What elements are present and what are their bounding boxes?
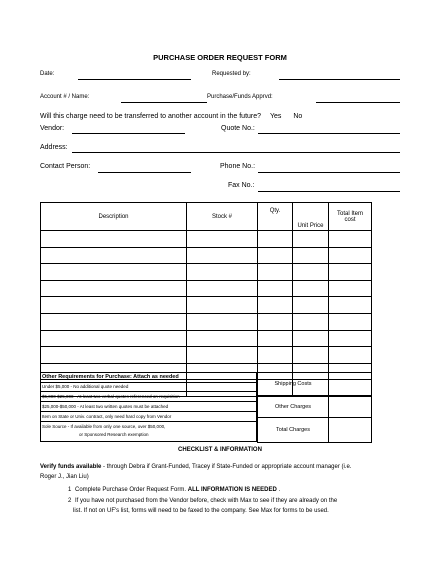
- address-label: Address:: [40, 144, 68, 151]
- requirement-line: Sole Source - If available from only one source, over $50,000,: [42, 424, 166, 429]
- table-header-row: [41, 203, 372, 231]
- other-charges-field[interactable]: [329, 396, 372, 418]
- phone-field[interactable]: [258, 172, 400, 173]
- checklist-title: CHECKLIST & INFORMATION: [178, 447, 262, 453]
- unit-price-cell[interactable]: [293, 297, 329, 314]
- other-charges-label: Other Charges: [258, 396, 329, 418]
- requirement-line: $5,000-$25,000 - At least two verbal quotes referenced on requisition: [42, 394, 180, 399]
- header-description: Description: [41, 203, 187, 231]
- transfer-question: [40, 113, 302, 120]
- form-title: PURCHASE ORDER REQUEST FORM: [153, 53, 287, 62]
- item-number: 2: [68, 498, 72, 504]
- fax-label: Fax No.:: [228, 182, 255, 189]
- unit-price-cell[interactable]: [293, 313, 329, 330]
- contact-person-label: Contact Person:: [40, 163, 91, 170]
- total-charges-field[interactable]: [329, 418, 372, 443]
- qty-cell[interactable]: [258, 297, 293, 314]
- verify-funds-detail-2: Roger J., Jian Liu): [40, 474, 89, 480]
- requirement-line: $25,000-$50,000 - At least two written quotes must be attached: [42, 404, 169, 409]
- charges-table: [257, 372, 372, 443]
- qty-cell[interactable]: [258, 313, 293, 330]
- unit-price-cell[interactable]: [293, 247, 329, 264]
- description-cell[interactable]: [41, 280, 187, 297]
- requested-by-label: Requested by:: [212, 71, 251, 77]
- table-row: [41, 313, 372, 330]
- header-qty: Qty.: [258, 203, 293, 231]
- table-row: [41, 247, 372, 264]
- verify-funds-detail: - through Debra if Grant-Funded, Tracey if State-Funded or appropriate account manager (i.e.: [101, 464, 352, 470]
- description-cell[interactable]: [41, 231, 187, 248]
- quote-field[interactable]: [258, 133, 400, 134]
- total-cost-cell[interactable]: [329, 264, 372, 281]
- vendor-field[interactable]: [72, 133, 185, 134]
- requirement-line: or Sponsored Research exemption: [79, 432, 149, 437]
- divider: [41, 421, 256, 422]
- header-unit-price: Unit Price: [293, 203, 329, 231]
- transfer-no-option[interactable]: No: [293, 113, 303, 120]
- table-row: [41, 330, 372, 347]
- qty-cell[interactable]: [258, 280, 293, 297]
- table-row: [41, 280, 372, 297]
- stock-cell[interactable]: [187, 297, 258, 314]
- qty-cell[interactable]: [258, 231, 293, 248]
- stock-cell[interactable]: [187, 330, 258, 347]
- vendor-label: Vendor:: [40, 125, 65, 132]
- total-cost-cell[interactable]: [329, 231, 372, 248]
- total-cost-cell[interactable]: [329, 313, 372, 330]
- item-end: .: [278, 487, 281, 493]
- requirements-title: Other Requirements for Purchase: Attach as needed: [42, 374, 179, 380]
- date-label: Date:: [40, 71, 55, 77]
- header-stock: Stock #: [187, 203, 258, 231]
- purchase-funds-field[interactable]: [316, 102, 400, 103]
- unit-price-cell[interactable]: [293, 231, 329, 248]
- divider: [41, 391, 256, 392]
- unit-price-cell[interactable]: [293, 264, 329, 281]
- description-cell[interactable]: [41, 247, 187, 264]
- qty-cell[interactable]: [258, 264, 293, 281]
- verify-funds-text: [40, 464, 352, 470]
- item-number: 1: [68, 487, 72, 493]
- divider: [41, 382, 256, 383]
- item-text: Complete Purchase Order Request Form.: [75, 487, 187, 493]
- item-text: If you have not purchased from the Vendor before, check with Max to see if they are already on the: [75, 498, 338, 504]
- checklist-item-1: [68, 487, 280, 493]
- table-row: [41, 231, 372, 248]
- description-cell[interactable]: [41, 347, 187, 364]
- requested-by-field[interactable]: [279, 79, 400, 80]
- total-cost-cell[interactable]: [329, 347, 372, 364]
- stock-cell[interactable]: [187, 264, 258, 281]
- checklist-item-2-cont: list. If not on UF's list, forms will need to be faxed to the company. See Max for forms to be used.: [73, 508, 329, 514]
- purchase-funds-label: Purchase/Funds Apprvd:: [207, 94, 273, 100]
- unit-price-cell[interactable]: [293, 330, 329, 347]
- description-cell[interactable]: [41, 313, 187, 330]
- stock-cell[interactable]: [187, 313, 258, 330]
- checklist-item-2: [68, 498, 337, 504]
- total-cost-cell[interactable]: [329, 247, 372, 264]
- qty-cell[interactable]: [258, 247, 293, 264]
- phone-label: Phone No.:: [220, 163, 256, 170]
- header-total-item-cost: Total Item cost: [329, 203, 372, 231]
- stock-cell[interactable]: [187, 231, 258, 248]
- table-row: [41, 264, 372, 281]
- item-bold-text: ALL INFORMATION IS NEEDED: [187, 487, 277, 493]
- divider: [41, 411, 256, 412]
- description-cell[interactable]: [41, 330, 187, 347]
- shipping-costs-field[interactable]: [329, 373, 372, 396]
- stock-cell[interactable]: [187, 347, 258, 364]
- requirement-line: Item on State or Univ. contract, only need hard copy from Vendor: [42, 414, 172, 419]
- table-row: [41, 347, 372, 364]
- shipping-costs-label: Shipping Costs: [258, 373, 329, 396]
- contact-person-field[interactable]: [98, 172, 191, 173]
- description-cell[interactable]: [41, 297, 187, 314]
- qty-cell[interactable]: [258, 330, 293, 347]
- total-cost-cell[interactable]: [329, 297, 372, 314]
- fax-field[interactable]: [258, 191, 400, 192]
- total-cost-cell[interactable]: [329, 330, 372, 347]
- total-charges-label: Total Charges: [258, 418, 329, 443]
- transfer-question-text: Will this charge need to be transferred to another account in the future?: [40, 113, 262, 120]
- account-field[interactable]: [121, 102, 207, 103]
- address-field[interactable]: [72, 152, 400, 153]
- stock-cell[interactable]: [187, 280, 258, 297]
- description-cell[interactable]: [41, 264, 187, 281]
- unit-price-cell[interactable]: [293, 280, 329, 297]
- quote-label: Quote No.:: [221, 125, 255, 132]
- unit-price-cell[interactable]: [293, 347, 329, 364]
- transfer-yes-option[interactable]: Yes: [269, 113, 282, 120]
- requirement-line: Under $5,000 - No additional quote needed: [42, 384, 129, 389]
- stock-cell[interactable]: [187, 247, 258, 264]
- total-cost-cell[interactable]: [329, 280, 372, 297]
- account-label: Account # / Name:: [40, 94, 90, 100]
- date-field[interactable]: [78, 79, 191, 80]
- divider: [41, 401, 256, 402]
- qty-cell[interactable]: [258, 347, 293, 364]
- verify-funds-bold: Verify funds available: [40, 464, 102, 470]
- table-row: [41, 297, 372, 314]
- order-items-table: [40, 202, 372, 397]
- other-requirements-box: [40, 372, 257, 442]
